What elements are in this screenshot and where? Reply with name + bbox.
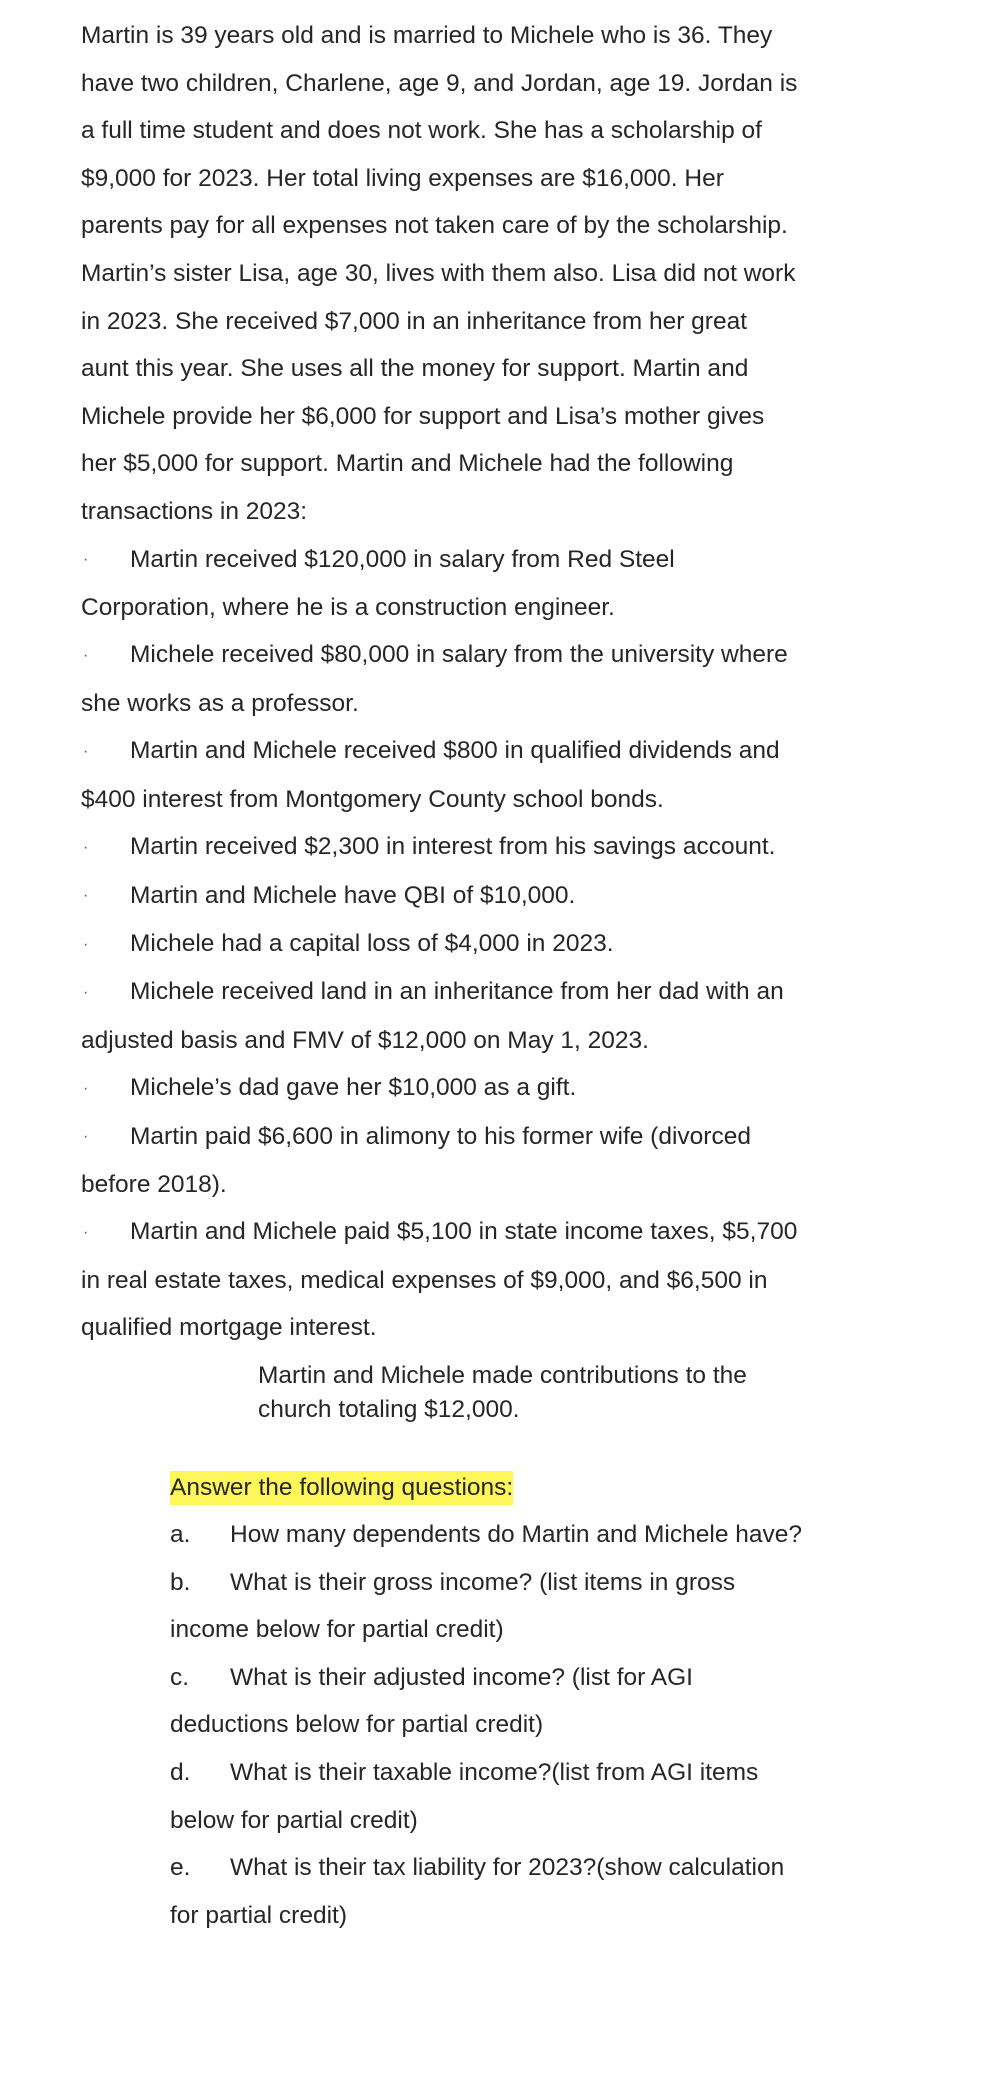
bullet-marker: · <box>83 935 89 953</box>
bullet-marker: · <box>83 887 89 905</box>
transaction-item <box>81 920 801 968</box>
questions-heading: Answer the following questions: <box>170 1471 513 1505</box>
bullet-marker: · <box>83 647 89 665</box>
transaction-text: Michele received $80,000 in salary from the university where she works as a professor. <box>81 641 788 717</box>
bullet-marker: · <box>83 1224 89 1242</box>
transaction-text: Martin and Michele paid $5,100 in state income taxes, $5,700 in real estate taxes, medical expenses of $9,000, and $6,500 in qualified mortgage interest. <box>81 1218 798 1342</box>
transaction-text: Martin and Michele received $800 in qualified dividends and $400 interest from Montgomery County school bonds. <box>81 737 780 813</box>
document-body <box>81 0 801 1939</box>
question-a <box>170 1511 810 1559</box>
question-e <box>170 1844 810 1939</box>
question-b <box>170 1559 810 1654</box>
transaction-text: Michele received land in an inheritance from her dad with an adjusted basis and FMV of $12,000 on May 1, 2023. <box>81 978 784 1054</box>
bullet-marker: · <box>83 1079 89 1097</box>
transaction-text: Michele’s dad gave her $10,000 as a gift. <box>130 1074 577 1102</box>
transaction-item <box>81 1208 801 1352</box>
transaction-item <box>81 1064 801 1112</box>
questions-list <box>170 1511 810 1939</box>
question-d <box>170 1749 810 1844</box>
transaction-text: Martin paid $6,600 in alimony to his former wife (divorced before 2018). <box>81 1122 751 1198</box>
question-letter: e. <box>170 1854 191 1882</box>
question-text: How many dependents do Martin and Michele have? <box>230 1520 803 1548</box>
transaction-item <box>81 1113 801 1209</box>
question-c <box>170 1654 810 1749</box>
bullet-marker: · <box>83 551 89 569</box>
transaction-item <box>81 872 801 920</box>
transaction-item <box>81 536 801 632</box>
transaction-item <box>81 727 801 823</box>
question-letter: d. <box>170 1758 191 1786</box>
transaction-text: Martin received $2,300 in interest from his savings account. <box>130 833 776 861</box>
bullet-marker: · <box>83 984 89 1002</box>
bullet-marker: · <box>83 743 89 761</box>
question-text: What is their gross income? (list items in gross income below for partial credit) <box>170 1568 736 1644</box>
bullet-marker: · <box>83 1128 89 1146</box>
church-contribution-note: Martin and Michele made contributions to the church totaling $12,000. <box>258 1361 747 1423</box>
transaction-text: Martin received $120,000 in salary from Red Steel Corporation, where he is a construction engineer. <box>81 545 675 621</box>
question-letter: b. <box>170 1568 191 1596</box>
transaction-list <box>81 536 801 1352</box>
transaction-text: Michele had a capital loss of $4,000 in 2023. <box>130 929 614 957</box>
intro-paragraph: Martin is 39 years old and is married to Michele who is 36. They have two children, Charlene, age 9, and Jordan, age 19. Jordan is a full time student and does not work. She has a scholarship of $9,000 for 2023. Her total living expenses are $16,000. Her parents pay for all expenses not taken care of by the scholarship. Martin’s sister Lisa, age 30, lives with them also. Lisa did not work in 2023. She received $7,000 in an inheritance from her great aunt this year. She uses all the money for support. Martin and Michele provide her $6,000 for support and Lisa’s mother gives her $5,000 for support. Martin and Michele had the following transactions in 2023: <box>81 22 798 525</box>
transaction-item <box>81 968 801 1064</box>
transaction-item <box>81 631 801 727</box>
question-text: What is their tax liability for 2023?(show calculation for partial credit) <box>170 1854 785 1929</box>
bullet-marker: · <box>83 839 89 857</box>
questions-section <box>170 1471 810 1939</box>
question-text: What is their adjusted income? (list for AGI deductions below for partial credit) <box>170 1663 693 1739</box>
transaction-item <box>81 823 801 871</box>
question-letter: a. <box>170 1520 191 1548</box>
question-text: What is their taxable income?(list from AGI items below for partial credit) <box>170 1758 759 1834</box>
transaction-text: Martin and Michele have QBI of $10,000. <box>130 881 576 909</box>
question-letter: c. <box>170 1663 190 1691</box>
